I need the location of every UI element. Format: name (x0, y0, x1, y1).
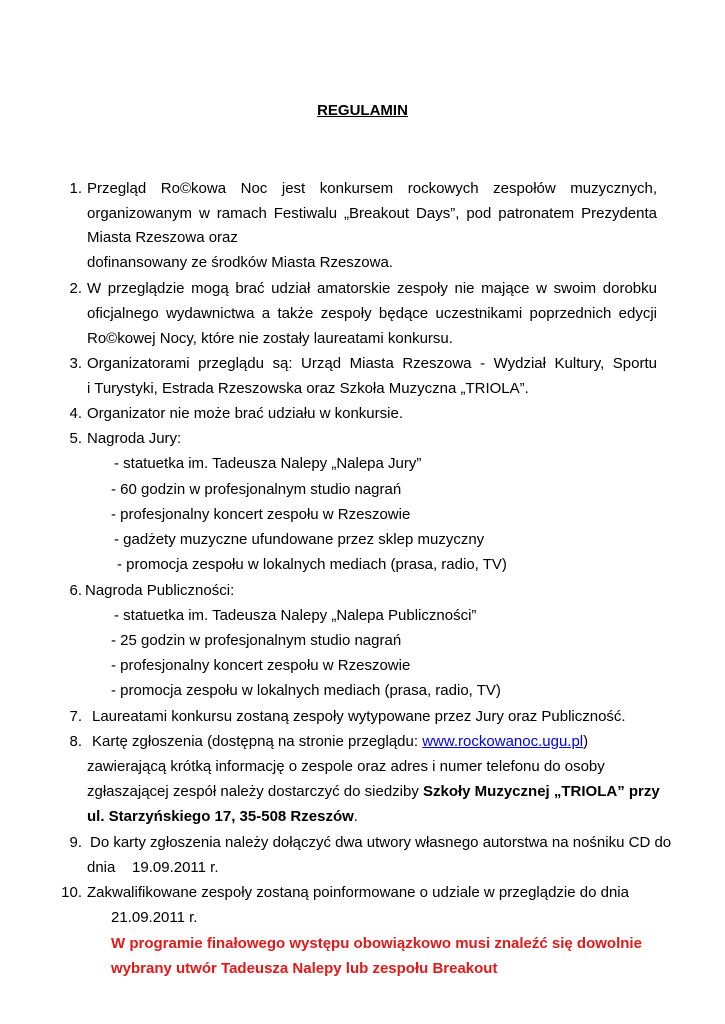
item-8-line-3 (87, 783, 660, 801)
school-name: Szkoły Muzycznej „TRIOLA” przy (423, 783, 660, 800)
item-6-prize-1: - statuetka im. Tadeusza Nalepy „Nalepa Publiczności” (114, 607, 477, 624)
item-1-line-4: dofinansowany ze środków Miasta Rzeszowa. (87, 254, 393, 271)
item-2-line-3: Ro©kowej Nocy, które nie zostały laureatami konkursu. (87, 330, 453, 347)
item-10-number: 10. (61, 884, 82, 901)
item-6-prize-4: - promocja zespołu w lokalnych mediach (prasa, radio, TV) (111, 682, 501, 699)
item-2-line-1: W przeglądzie mogą brać udział amatorskie zespoły nie mające w swoim dorobku (87, 280, 657, 297)
item-9-number: 9. (69, 834, 82, 851)
item-5-number: 5. (69, 430, 82, 447)
item-9-line-1: Do karty zgłoszenia należy dołączyć dwa utwory własnego autorstwa na nośniku CD do (90, 834, 672, 851)
item-2-number: 2. (69, 280, 82, 297)
item-6-number: 6. (69, 582, 82, 599)
item-5-prize-3: - profesjonalny koncert zespołu w Rzeszowie (111, 506, 411, 523)
item-3-number: 3. (69, 355, 82, 372)
page-title: REGULAMIN (317, 102, 408, 119)
item-7-line-1: Laureatami konkursu zostaną zespoły wytypowane przez Jury oraz Publiczność. (92, 708, 626, 725)
item-4-number: 4. (69, 405, 82, 422)
school-address: ul. Starzyńskiego 17, 35-508 Rzeszów (87, 808, 354, 825)
item-8-line-4 (87, 808, 358, 826)
item-8-line-1 (92, 733, 588, 751)
item-3-line-2: i Turystyki, Estrada Rzeszowska oraz Szkoła Muzyczna „TRIOLA”. (87, 380, 529, 397)
item-9-line-2: dnia 19.09.2011 r. (87, 859, 219, 876)
item-8-number: 8. (69, 733, 82, 750)
item-5-prize-2: - 60 godzin w profesjonalnym studio nagrań (111, 481, 402, 498)
item-5-prize-1: - statuetka im. Tadeusza Nalepy „Nalepa Jury” (114, 455, 422, 472)
item-1-line-1: Przegląd Ro©kowa Noc jest konkursem rockowych zespołów muzycznych, (87, 180, 657, 197)
item-1-line-2: organizowanym w ramach Festiwalu „Breakout Days”, pod patronatem Prezydenta (87, 205, 657, 222)
item-6-prize-2: - 25 godzin w profesjonalnym studio nagrań (111, 632, 402, 649)
item-8-line-3-text: zgłaszającej zespół należy dostarczyć do siedziby (87, 783, 423, 800)
finale-requirement-line-2: wybrany utwór Tadeusza Nalepy lub zespołu Breakout (111, 960, 498, 977)
item-2-line-2: oficjalnego wydawnictwa a także zespoły będące uczestnikami poprzednich edycji (87, 305, 657, 322)
item-1-number: 1. (69, 180, 82, 197)
item-8-line-2: zawierającą krótką informację o zespole oraz adres i numer telefonu do osoby (87, 758, 605, 775)
finale-requirement-line-1: W programie finałowego występu obowiązkowo musi znaleźć się dowolnie (111, 935, 642, 952)
item-8-line-1-end: ) (583, 733, 589, 750)
item-1-line-3: Miasta Rzeszowa oraz (87, 229, 238, 246)
item-7-number: 7. (69, 708, 82, 725)
item-5-prize-5: - promocja zespołu w lokalnych mediach (prasa, radio, TV) (117, 556, 507, 573)
item-10-line-2: 21.09.2011 r. (111, 909, 198, 926)
item-5-heading: Nagroda Jury: (87, 430, 182, 447)
item-8-line-4-end: . (353, 808, 358, 825)
item-6-prize-3: - profesjonalny koncert zespołu w Rzeszowie (111, 657, 411, 674)
item-5-prize-4: - gadżety muzyczne ufundowane przez sklep muzyczny (114, 531, 485, 548)
item-8-line-1-text: Kartę zgłoszenia (dostępną na stronie przeglądu: (92, 733, 423, 750)
item-4-line-1: Organizator nie może brać udziału w konkursie. (87, 405, 403, 422)
item-6-heading: Nagroda Publiczności: (85, 582, 235, 599)
festival-website-link[interactable]: www.rockowanoc.ugu.pl (422, 733, 584, 750)
item-3-line-1: Organizatorami przeglądu są: Urząd Miasta Rzeszowa - Wydział Kultury, Sportu (87, 355, 657, 372)
item-10-line-1: Zakwalifikowane zespoły zostaną poinformowane o udziale w przeglądzie do dnia (87, 884, 629, 901)
